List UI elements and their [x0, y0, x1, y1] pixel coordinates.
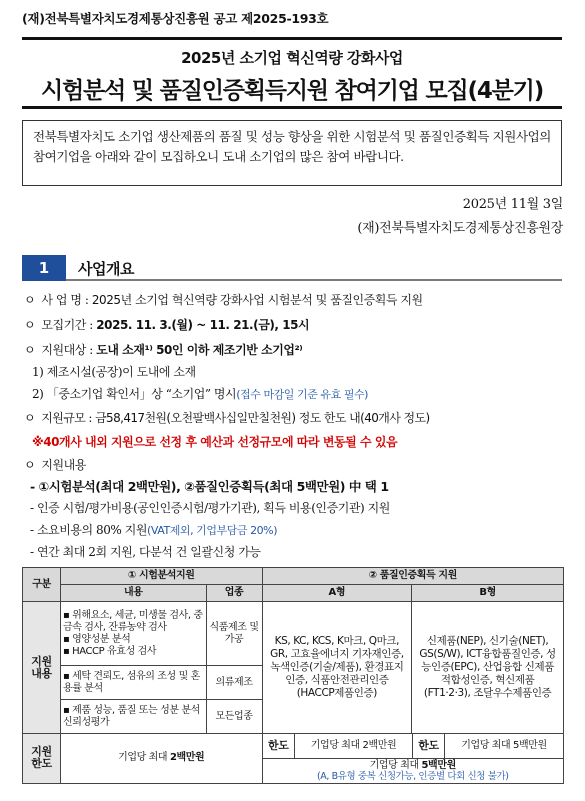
- notice-date: 2025년 11월 3일: [462, 197, 563, 212]
- target-note-2-validity: (접수 마감일 기준 유효 필수): [236, 388, 369, 401]
- title-box: [22, 37, 562, 109]
- limit-word-b: 한도: [413, 734, 445, 758]
- table-row-label-limit: 지원 한도: [23, 734, 61, 784]
- section-title: 사업개요: [78, 260, 134, 278]
- table-test-content-2: [60, 666, 206, 700]
- table-test-industry-2: 의류제조: [206, 666, 262, 700]
- project-label: 사 업 명 :: [41, 293, 92, 307]
- selection-warning: ※40개사 내외 지원으로 선정 후 예산과 선정규모에 따라 변동될 수 있음: [32, 435, 398, 449]
- limit-total: 기업당 최대 5백만원 (A, B유형 중복 신청가능, 인증별 다회 신청 불가): [316, 759, 509, 782]
- annual-limit: - 연간 최대 2회 지원, 다분석 건 일괄신청 가능: [30, 545, 261, 559]
- period-line: [24, 316, 309, 333]
- cert-limit-subtable: [263, 734, 564, 783]
- list-item: ▪ 제품 성능, 품질 또는 성분 분석 신뢰성평가: [62, 704, 200, 728]
- support-table: [22, 567, 564, 784]
- circle-bullet-icon: ㅇ: [24, 411, 35, 425]
- limit-word-a: 한도: [263, 734, 295, 758]
- table-header-industry: 업종: [206, 585, 262, 602]
- title-main: 시험분석 및 품질인증획득지원 참여기업 모집(4분기): [40, 78, 544, 104]
- table-a-type-list: KS, KC, KCS, K마크, Q마크, GR, 고효율에너지 기자재인증, 녹색인증(기술/제품), 환경표지인증, 식품안전관리인증 (HACCP제품인증): [262, 602, 412, 734]
- target-value: 도내 소재¹⁾ 50인 이하 제조기반 소기업²⁾: [96, 343, 303, 357]
- table-row-label-content: 지원 내용: [23, 602, 61, 734]
- title-subtitle: 2025년 소기업 혁신역량 강화사업: [181, 49, 403, 67]
- period-value: 2025. 11. 3.(월) ~ 11. 21.(금), 15시: [96, 318, 310, 332]
- limit-b-value: 기업당 최대 5백만원: [445, 734, 564, 758]
- table-test-content-3: [60, 700, 206, 734]
- support-choice: - ①시험분석(최대 2백만원), ②품질인증획득(최대 5백만원) 中 택 1: [30, 479, 389, 494]
- table-test-content-1: [60, 602, 206, 666]
- table-header-content: 내용: [60, 585, 206, 602]
- period-label: 모집기간 :: [41, 318, 97, 332]
- table-b-type-list: 신제품(NEP), 신기술(NET), GS(S/W), ICT융합품질인증, 성능인증(EPC), 산업융합 신제품 적합성인증, 혁신제품(FT1·2·3), 조달우수제품인증: [412, 602, 564, 734]
- target-note-2-text: 2) 「중소기업 확인서」상 “소기업” 명시: [32, 387, 237, 401]
- scale-value: 금58,417천원(오천팔백사십일만칠천원) 정도 한도 내(40개사 정도): [95, 411, 430, 425]
- circle-bullet-icon: ㅇ: [24, 293, 36, 307]
- table-header-a-type: A형: [262, 585, 412, 602]
- list-item: ▪ HACCP 유효성 검사: [62, 645, 157, 657]
- table-test-industry-1: 식품제조 및 가공: [206, 602, 262, 666]
- support-ratio: [30, 521, 277, 538]
- table-test-limit: 기업당 최대 2백만원: [60, 734, 262, 784]
- support-cost: - 인증 시험/평가비용(공인인증시험/평가기관), 획득 비용(인증기관) 지원: [30, 501, 390, 515]
- section-header: [22, 255, 562, 281]
- intro-box: 전북특별자치도 소기업 생산제품의 품질 및 성능 향상을 위한 시험분석 및 품질인증획득 지원사업의 참여기업을 아래와 같이 모집하오니 도내 소기업의 많은 참여 바랍니다.: [22, 120, 562, 186]
- content-label: 지원내용: [41, 458, 86, 472]
- limit-note: (A, B유형 중복 신청가능, 인증별 다회 신청 불가): [316, 770, 509, 782]
- scale-label: 지원규모 :: [41, 411, 96, 425]
- table-header-b-type: B형: [412, 585, 564, 602]
- list-item: ▪ 영양성분 분석: [62, 633, 131, 645]
- limit-a-value: 기업당 최대 2백만원: [295, 734, 413, 758]
- target-note-1: 1) 제조시설(공장)이 도내에 소재: [32, 365, 196, 379]
- target-label: 지원대상 :: [41, 343, 97, 357]
- target-note-2: [32, 385, 368, 402]
- table-cert-limit: [262, 734, 564, 784]
- scale-line: [24, 409, 430, 426]
- list-item: ▪ 세탁 견뢰도, 섬유의 조성 및 혼용률 분석: [62, 670, 200, 694]
- list-item: ▪ 위해요소, 세균, 미생물 검사, 중금속 검사, 잔류농약 검사: [62, 609, 203, 633]
- table-header-category: 구분: [23, 568, 61, 602]
- table-header-test: ① 시험분석지원: [60, 568, 262, 585]
- issuing-organization: (재)전북특별자치도경제통상진흥원장: [357, 221, 563, 236]
- table-header-cert: ② 품질인증획득 지원: [262, 568, 564, 585]
- support-ratio-note: (VAT제외, 기업부담금 20%): [147, 524, 278, 537]
- support-ratio-text: - 소요비용의 80% 지원: [30, 523, 148, 537]
- notice-number: (재)전북특별자치도경제통상진흥원 공고 제2025-193호: [22, 11, 329, 26]
- project-value: 2025년 소기업 혁신역량 강화사업 시험분석 및 품질인증획득 지원: [91, 293, 423, 307]
- circle-bullet-icon: ㅇ: [24, 343, 36, 357]
- target-line: [24, 341, 302, 358]
- section-number: 1: [22, 255, 66, 281]
- project-name-line: [24, 291, 423, 308]
- circle-bullet-icon: ㅇ: [24, 318, 36, 332]
- table-test-industry-3: 모든업종: [206, 700, 262, 734]
- circle-bullet-icon: ㅇ: [24, 458, 36, 472]
- content-line: [24, 456, 86, 473]
